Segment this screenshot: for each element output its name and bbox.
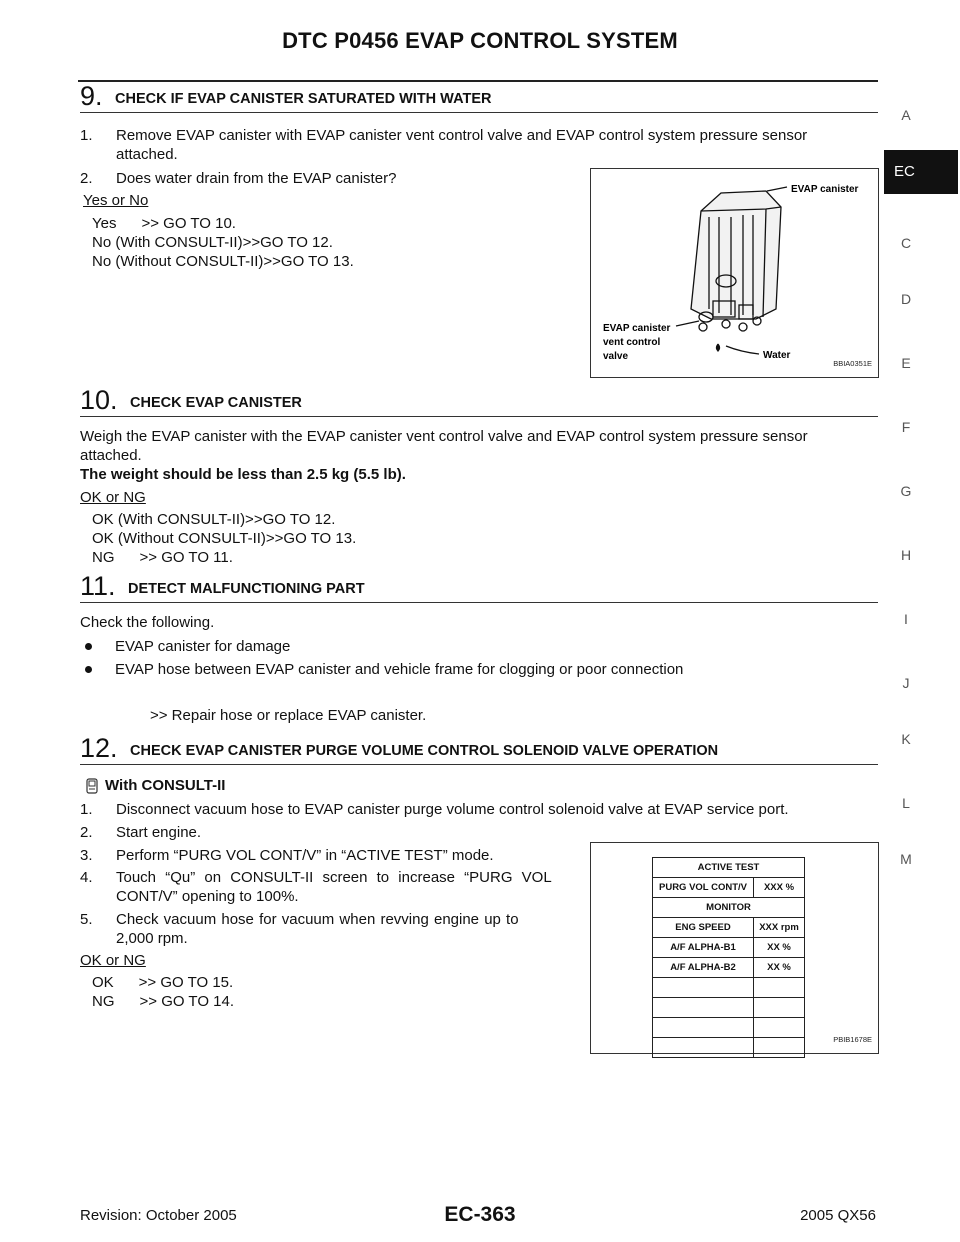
table-cell-empty (653, 998, 754, 1018)
evap-canister-illustration (591, 169, 878, 377)
item-text: 2,000 rpm. (116, 930, 188, 947)
evap-canister-figure (590, 168, 879, 378)
item-text: Check vacuum hose for vacuum when revving engine up to (116, 911, 519, 928)
table-cell-empty (653, 1038, 754, 1058)
table-cell-label: ENG SPEED (653, 918, 754, 938)
result-line: OK >> GO TO 15. (92, 974, 234, 991)
active-test-table (652, 857, 805, 1058)
bullet-dot (85, 643, 92, 650)
table-cell-value: XXX % (754, 878, 805, 898)
bullet-text: EVAP hose between EVAP canister and vehicle frame for clogging or poor connection (115, 661, 684, 678)
footer-page-number: EC-363 (444, 1203, 516, 1226)
section-tab-c[interactable]: C (900, 235, 912, 251)
result-line: NG >> GO TO 14. (92, 993, 235, 1010)
footer-revision: Revision: October 2005 (80, 1207, 237, 1224)
section-tab-h[interactable]: H (900, 547, 912, 563)
section-tab-e[interactable]: E (901, 355, 911, 371)
table-cell-value: XX % (754, 958, 805, 978)
item-number: 2. (80, 170, 93, 187)
step-11-heading (80, 571, 878, 603)
step-title: CHECK EVAP CANISTER PURGE VOLUME CONTROL SOLENOID VALVE OPERATION (130, 743, 719, 759)
action-line: >> Repair hose or replace EVAP canister. (150, 707, 427, 724)
result-line: No (Without CONSULT-II)>>GO TO 13. (92, 253, 354, 270)
section-tab-ec-active[interactable] (884, 150, 958, 194)
table-cell-label: PURG VOL CONT/V (653, 878, 754, 898)
result-line: No (With CONSULT-II)>>GO TO 12. (92, 234, 333, 251)
item-text: CONT/V” opening to 100%. (116, 888, 299, 905)
item-number: 4. (80, 869, 93, 886)
item-text: Disconnect vacuum hose to EVAP canister purge volume control solenoid valve at EVAP service port. (116, 801, 789, 818)
item-number: 3. (80, 847, 93, 864)
section-tab-m[interactable]: M (900, 851, 912, 867)
consult-label: With CONSULT-II (105, 777, 226, 794)
label-vent-valve-3: valve (603, 351, 629, 362)
step-number: 11. (80, 571, 116, 601)
table-cell-empty (754, 1018, 805, 1038)
bullet-text: EVAP canister for damage (115, 638, 291, 655)
table-cell-empty (754, 1038, 805, 1058)
section-tab-l[interactable]: L (902, 795, 910, 811)
table-cell-empty (754, 978, 805, 998)
section-tab-d[interactable]: D (900, 291, 912, 307)
step-title: CHECK IF EVAP CANISTER SATURATED WITH WATER (115, 91, 492, 107)
paragraph: Weigh the EVAP canister with the EVAP canister vent control valve and EVAP control system pressure sensor (80, 428, 808, 445)
label-evap-canister: EVAP canister (791, 184, 859, 195)
figure-code: BBIA0351E (833, 359, 872, 368)
result-line: OK (With CONSULT-II)>>GO TO 12. (92, 511, 336, 528)
consult-screen-figure (590, 842, 879, 1054)
table-header-active-test: ACTIVE TEST (653, 858, 805, 878)
table-cell-value: XX % (754, 938, 805, 958)
label-vent-valve-1: EVAP canister (603, 323, 671, 334)
table-cell-value: XXX rpm (754, 918, 805, 938)
table-cell-label: A/F ALPHA-B1 (653, 938, 754, 958)
step-title: DETECT MALFUNCTIONING PART (128, 581, 365, 597)
section-tab-k[interactable]: K (901, 731, 911, 747)
item-text: Start engine. (116, 824, 202, 841)
item-text: Does water drain from the EVAP canister? (116, 170, 397, 187)
table-cell-empty (754, 998, 805, 1018)
section-tab-label: EC (894, 163, 915, 180)
paragraph: Check the following. (80, 614, 215, 631)
decision-label: OK or NG (80, 952, 146, 969)
title-divider (78, 80, 878, 82)
footer-model: 2005 QX56 (800, 1207, 876, 1224)
step-title: CHECK EVAP CANISTER (130, 395, 302, 411)
consult-icon (84, 778, 100, 794)
label-vent-valve-2: vent control (603, 337, 661, 348)
item-number: 5. (80, 911, 93, 928)
label-water: Water (763, 350, 791, 361)
result-line: Yes >> GO TO 10. (92, 215, 236, 232)
table-cell-empty (653, 1018, 754, 1038)
step-10-heading (80, 385, 878, 417)
table-cell-label: A/F ALPHA-B2 (653, 958, 754, 978)
page-title: DTC P0456 EVAP CONTROL SYSTEM (282, 28, 678, 53)
item-number: 1. (80, 801, 93, 818)
figure-code: PBIB1678E (833, 1035, 872, 1044)
item-text: Remove EVAP canister with EVAP canister vent control valve and EVAP control system pressure sensor (116, 127, 808, 144)
specification: The weight should be less than 2.5 kg (5.5 lb). (80, 466, 406, 483)
decision-label: Yes or No (83, 192, 149, 209)
step-number: 10. (80, 385, 118, 415)
item-text: Perform “PURG VOL CONT/V” in “ACTIVE TEST” mode. (116, 847, 494, 864)
step-number: 12. (80, 733, 118, 763)
result-line: NG >> GO TO 11. (92, 549, 233, 566)
section-tab-a[interactable]: A (901, 107, 911, 123)
section-tab-f[interactable]: F (901, 419, 911, 435)
bullet-dot (85, 666, 92, 673)
step-12-heading (80, 733, 878, 765)
item-text: Touch “Qu” on CONSULT-II screen to increase “PURG VOL (116, 869, 552, 886)
table-header-monitor: MONITOR (653, 898, 805, 918)
item-number: 2. (80, 824, 93, 841)
result-line: OK (Without CONSULT-II)>>GO TO 13. (92, 530, 357, 547)
paragraph-continued: attached. (80, 447, 142, 464)
table-cell-empty (653, 978, 754, 998)
section-tab-g[interactable]: G (900, 483, 912, 499)
item-number: 1. (80, 127, 93, 144)
decision-label: OK or NG (80, 489, 146, 506)
section-tab-i[interactable]: I (904, 611, 908, 627)
item-text: attached. (116, 146, 178, 163)
section-tab-j[interactable]: J (902, 675, 910, 691)
step-9-heading (80, 81, 878, 113)
step-number: 9. (80, 81, 103, 111)
